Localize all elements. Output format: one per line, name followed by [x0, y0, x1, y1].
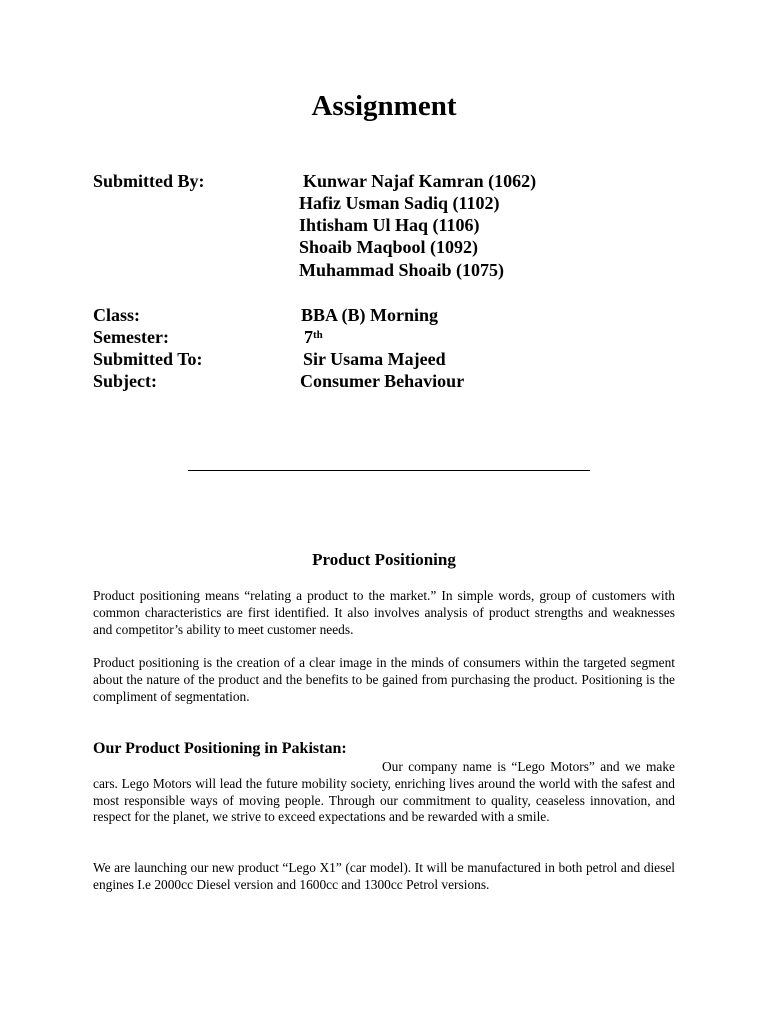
semester-value — [304, 326, 323, 348]
member-name: Kunwar Najaf Kamran (1062) — [303, 171, 537, 191]
paragraph-definition: Product positioning means “relating a product to the market.” In simple words, group of customers with common characteristics are first identified. It also involves analysis of product strengths and weaknesses and competitor’s ability to meet customer needs. — [93, 588, 675, 637]
submitted-to-label: Submitted To: — [93, 349, 203, 369]
subject-value: Consumer Behaviour — [300, 371, 465, 391]
horizontal-divider — [188, 470, 590, 471]
semester-label: Semester: — [93, 327, 169, 347]
section-heading: Product Positioning — [312, 550, 456, 569]
document-title: Assignment — [311, 90, 457, 122]
subject-label: Subject: — [93, 371, 157, 391]
submitted-by-label: Submitted By: — [93, 171, 205, 191]
class-value: BBA (B) Morning — [301, 305, 439, 325]
member-name: Ihtisham Ul Haq (1106) — [299, 215, 480, 235]
paragraph-creation: Product positioning is the creation of a clear image in the minds of consumers within the targeted segment about the nature of the product and the benefits to be gained from purchasing the product. Positioning is the compliment of segmentation. — [93, 655, 675, 704]
semester-number: 7 — [304, 327, 313, 347]
paragraph-company: Our company name is “Lego Motors” and we make cars. Lego Motors will lead the future mobility society, enriching lives around the world with the safest and most responsible ways of moving people. Through our commitment to quality, ceaseless innovation, and respect for the planet, we strive to exceed expectations and be rewarded with a smile. — [93, 759, 675, 825]
member-name: Hafiz Usman Sadiq (1102) — [299, 193, 500, 213]
sub-heading: Our Product Positioning in Pakistan: — [93, 740, 347, 757]
semester-suffix: th — [313, 329, 323, 341]
class-label: Class: — [93, 305, 141, 325]
member-name: Shoaib Maqbool (1092) — [299, 237, 479, 257]
submitted-to-value: Sir Usama Majeed — [303, 349, 446, 369]
member-name: Muhammad Shoaib (1075) — [299, 260, 505, 280]
paragraph-launch: We are launching our new product “Lego X1” (car model). It will be manufactured in both petrol and diesel engines I.e 2000cc Diesel version and 1600cc and 1300cc Petrol versions. — [93, 860, 675, 892]
